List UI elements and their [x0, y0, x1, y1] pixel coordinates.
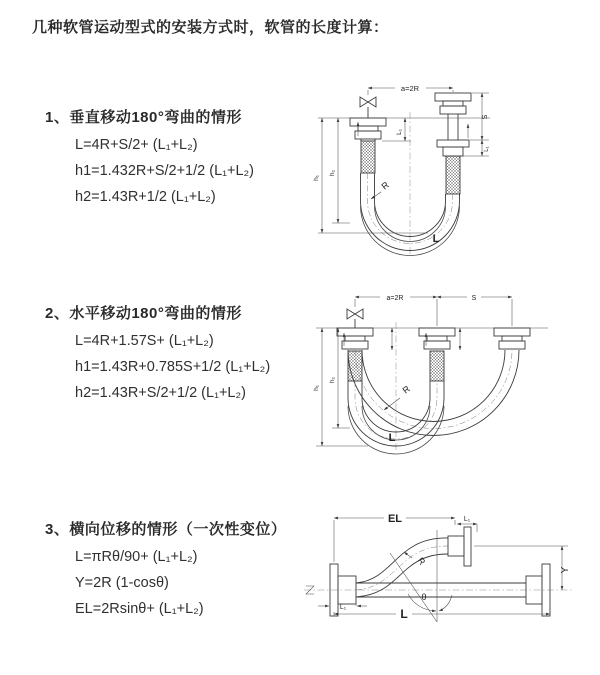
formula-line: h2=1.43R+S/2+1/2 (L₁+L₂) [75, 385, 246, 401]
formula-line: L=πRθ/90+ (L₁+L₂) [75, 549, 198, 565]
dimension-span [355, 291, 437, 302]
dim-label-l1: L₁ [463, 516, 471, 523]
dim-label-l1: L₁ [396, 129, 403, 135]
diagram-horizontal-180-bend [308, 280, 600, 456]
radius-label: R [415, 555, 428, 567]
section-2 [45, 302, 270, 401]
right-flange-fitting [435, 93, 471, 156]
displaced-hose-curve [356, 538, 448, 597]
dim-label-l: L [400, 607, 408, 621]
formula-line: L=4R+S/2+ (L₁+L₂) [75, 137, 198, 153]
radius-callout [371, 179, 391, 199]
radius-label: R [400, 383, 412, 396]
left-flange-fitting [337, 328, 373, 349]
length-label: L [388, 432, 396, 444]
angle-label: θ [421, 592, 427, 602]
dim-label-h2: h₂ [329, 169, 336, 177]
dim-label-span: a=2R [400, 84, 420, 93]
dimension-l1-right [482, 140, 490, 156]
dim-label-h1: h₁ [313, 175, 320, 181]
section-1 [45, 106, 254, 205]
dimension-h1 [313, 118, 322, 233]
dimension-h2 [329, 118, 350, 223]
formula-line: h2=1.43R+1/2 (L₁+L₂) [75, 189, 216, 205]
dimension-h1 [313, 328, 322, 446]
formula-line: Y=2R (1-cosθ) [75, 575, 169, 591]
formula-line: h1=1.432R+S/2+1/2 (L₁+L₂) [75, 163, 255, 179]
left-flange-fitting [350, 118, 386, 141]
dim-label-h1: h₁ [313, 385, 320, 391]
dim-label-span: a=2R [386, 295, 404, 302]
length-label: L [432, 233, 440, 245]
upper-flange-fitting [448, 527, 471, 566]
formula-line: L=4R+1.57S+ (L₁+L₂) [75, 333, 214, 349]
dimension-l [334, 607, 550, 621]
formula-line: EL=2Rsinθ+ (L₁+L₂) [75, 601, 204, 617]
dim-label-s: S [471, 295, 477, 302]
dim-label-l1: L₁ [484, 146, 490, 152]
diagram-vertical-180-bend [308, 66, 600, 262]
radius-callout [384, 383, 412, 410]
right-flange-fitting [494, 328, 530, 349]
section-2-heading: 2、水平移动180°弯曲的情形 [45, 305, 242, 322]
section-3-heading: 3、横向位移的情形（一次性变位） [45, 521, 287, 538]
section-3 [45, 518, 286, 617]
dim-label-l1: L₁ [339, 604, 347, 611]
diagram-lateral-displacement [298, 496, 600, 660]
radius-callout [404, 552, 428, 567]
angle-callout [408, 592, 452, 611]
formula-line: h1=1.43R+0.785S+1/2 (L₁+L₂) [75, 359, 271, 375]
valve-icon [347, 309, 363, 328]
dimension-l1-left [318, 599, 367, 611]
dim-label-h2: h₂ [329, 376, 336, 384]
dimension-s [437, 291, 512, 302]
valve-icon [360, 97, 376, 118]
dim-label-y: Y [560, 566, 571, 574]
braided-hose-left [361, 141, 375, 173]
braided-hose-middle [430, 351, 444, 381]
middle-flange-fitting [419, 328, 455, 349]
dim-label-el: EL [387, 513, 403, 525]
dimension-l1-top [457, 516, 477, 532]
section-1-heading: 1、垂直移动180°弯曲的情形 [45, 109, 242, 126]
dim-label-s: S [482, 114, 489, 120]
braided-hose-right [446, 156, 460, 194]
radius-label: R [379, 179, 391, 192]
page-title: 几种软管运动型式的安装方式时，软管的长度计算： [32, 19, 389, 36]
dimension-h2 [329, 328, 350, 428]
